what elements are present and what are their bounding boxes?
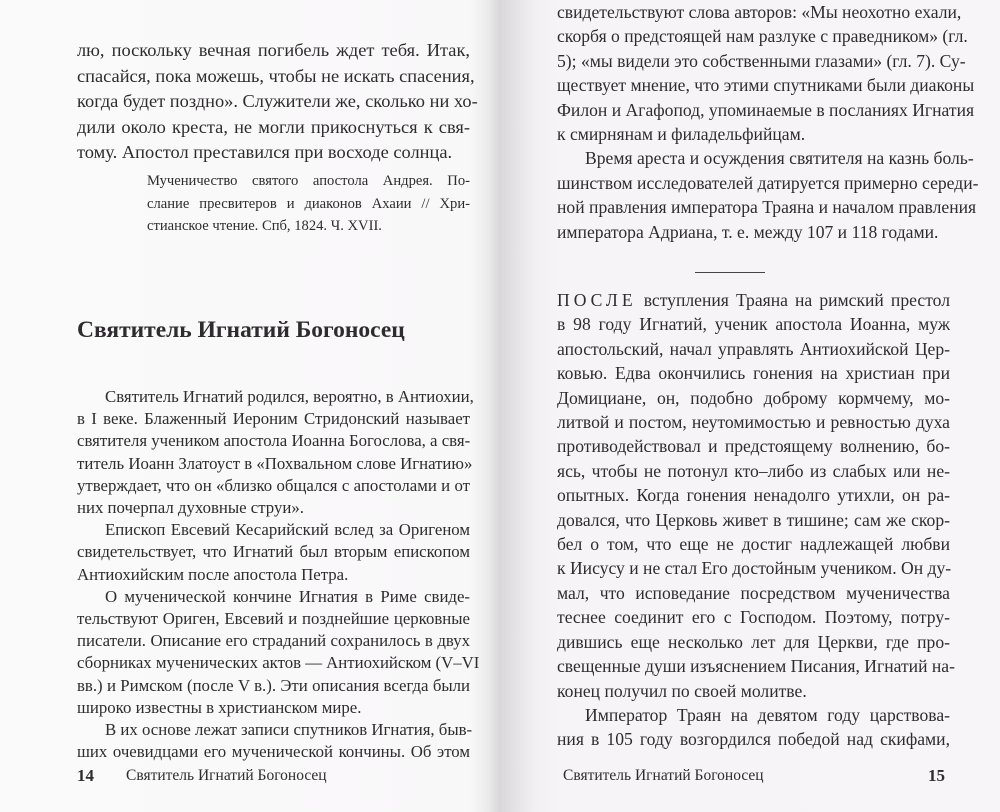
text-line: Император Траян на девятом году царствова-: [585, 704, 950, 725]
source-citation: [147, 170, 470, 238]
text-line: дили около креста, не могли прикоснуться к свя-: [77, 116, 470, 137]
text-line: ния в 105 году возгордился победой над скифами,: [557, 729, 950, 750]
text-line: теснее соединит его с Господом. Поэтому, потру-: [557, 607, 950, 628]
line-text: вступления Траяна на римский престол: [643, 290, 950, 310]
text-line: дившись еще несколько лет для Церкви, где про-: [557, 631, 950, 652]
section-body: [557, 288, 955, 752]
text-line: довался, что Церковь живет в тишине; сам же скор-: [557, 509, 950, 530]
text-line: к Иисусу и не стал Его достойным учеником. Он ду-: [557, 558, 952, 579]
continued-text: [557, 0, 979, 244]
text-line: свидетельствует, что Игнатий был вторым епископом: [77, 542, 470, 562]
text-line: Домициане, он, подобно доброму кормчему, мо-: [557, 387, 950, 408]
text-line: свещенные души изъяснением Писания, Игнатий на-: [557, 656, 955, 677]
text-line: них почерпал духовные струи».: [77, 498, 304, 518]
text-line: [557, 288, 950, 312]
running-title: Святитель Игнатий Богоносец: [563, 767, 764, 784]
text-line: лю, поскольку вечная погибель ждет тебя. Итак,: [77, 40, 470, 60]
text-line: Антиохийским после апостола Петра.: [77, 564, 349, 584]
text-line: мал, что исповедание посредством мученичества: [557, 582, 950, 603]
text-line: О мученической кончине Игнатия в Риме свиде-: [105, 586, 470, 606]
text-line: В их основе лежат записи спутников Игнатия, быв-: [105, 720, 473, 740]
text-line: литвой и постом, неутомимостью и ревностью духа: [557, 412, 950, 433]
text-line: Святитель Игнатий родился, вероятно, в Антиохии,: [105, 387, 474, 406]
text-line: сборниках мученических актов — Антиохийском (V–VI: [77, 653, 480, 673]
text-line: свидетельствуют слова авторов: «Мы неохотно ехали,: [557, 2, 962, 22]
text-line: опытных. Когда гонения ненадолго утихли, он ра-: [557, 485, 950, 506]
closing-paragraph: [77, 38, 478, 166]
text-line: вв.) и Римском (после V в.). Эти описания всегда были: [77, 675, 470, 695]
text-line: в 98 году Игнатий, ученик апостола Иоанна, муж: [557, 314, 950, 335]
text-line: спасайся, пока можешь, чтобы не искать спасения,: [77, 65, 475, 86]
lead-word: ПОСЛЕ: [557, 290, 637, 310]
text-line: скорбя о предстоящей нам разлуке с праведником» (гл.: [557, 26, 968, 47]
chapter-body: [77, 386, 480, 763]
text-line: утверждает, что он «близко общался с апостолами и от: [77, 475, 470, 495]
text-line: тому. Апостол преставился при восходе солнца.: [77, 142, 453, 162]
text-line: противодействовал и предстоящему волнению, бо-: [557, 436, 950, 457]
text-line: ших очевидцами его мученической кончины. Об этом: [77, 742, 470, 762]
text-line: конец получил по своей молитве.: [557, 680, 807, 701]
text-line: Время ареста и осуждения святителя на казнь боль-: [585, 148, 974, 169]
text-line: ной правления императора Траяна и началом правления: [557, 197, 977, 218]
text-line: ясь, чтобы не потонул кто–либо из слабых или не-: [557, 460, 950, 481]
text-line: Мученичество святого апостола Андрея. По-: [147, 173, 470, 189]
text-line: писатели. Описание его страданий сохранилось в двух: [77, 631, 470, 651]
section-divider: [695, 272, 765, 273]
text-line: стианское чтение. Спб, 1824. Ч. XVII.: [147, 218, 382, 234]
chapter-heading: Святитель Игнатий Богоносец: [77, 317, 405, 343]
text-line: тельствуют Ориген, Евсевий и позднейшие церковные: [77, 609, 470, 629]
text-line: шинством исследователей датируется примерно середи-: [557, 172, 979, 193]
text-line: к смирнянам и филадельфийцам.: [557, 124, 806, 145]
text-line: Филон и Агафопод, упоминаемые в посланиях Игнатия: [557, 99, 975, 120]
text-line: Епископ Евсевий Кесарийский вслед за Оригеном: [105, 520, 470, 540]
text-line: ковью. Едва окончились гонения на христиан при: [557, 363, 950, 384]
text-line: слание пресвитеров и диаконов Ахаии // Хри-: [147, 195, 470, 212]
page-number: 15: [928, 766, 945, 785]
text-line: ществует мнение, что этими спутниками были диаконы: [557, 75, 975, 96]
text-line: в I веке. Блаженный Иероним Стридонский называет: [77, 409, 470, 429]
running-title: Святитель Игнатий Богоносец: [126, 767, 327, 784]
page-number: 14: [77, 766, 94, 785]
text-line: титель Иоанн Златоуст в «Похвальном слове Игнатию»: [77, 453, 473, 473]
text-line: святителя учеником апостола Иоанна Богослова, а свя-: [77, 431, 471, 451]
text-line: апостольский, начал управлять Антиохийской Цер-: [557, 338, 950, 359]
text-line: 5); «мы видели это собственными глазами» (гл. 7). Су-: [557, 50, 966, 71]
text-line: широко известны в христианском мире.: [77, 697, 362, 717]
text-line: бел о том, что еще не достиг надлежащей любви: [557, 534, 950, 555]
text-line: императора Адриана, т. е. между 107 и 118 годами.: [557, 221, 939, 242]
text-line: когда будет поздно». Служители же, сколько ни хо-: [77, 91, 478, 111]
